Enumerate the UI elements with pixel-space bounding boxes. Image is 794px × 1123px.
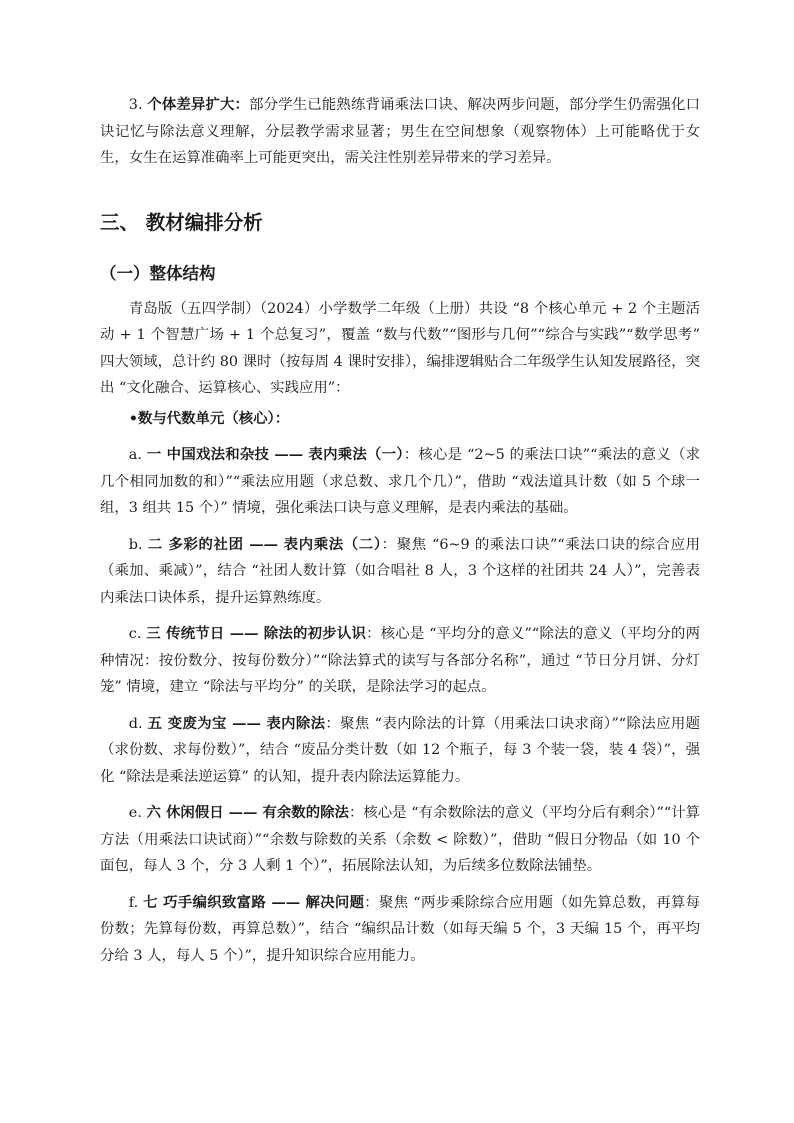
item-prefix: e.	[128, 805, 147, 821]
intro-paragraph: 青岛版（五四学制）（2024）小学数学二年级（上册）共设 “8 个核心单元 + 2 个主题活动 + 1 个智慧广场 + 1 个总复习”，覆盖 “数与代数”“图形与几何”“综合与实践”“数学思考” 四大领域，总计约 80 课时（按每周 4 课时安排），编排逻辑贴合二年级学生认知发展路径，突出 “文化融合、运算核心、实践应用”：	[100, 300, 700, 396]
item-text: ：核心是 “2~5 的乘法口诀”“乘法的意义（求几个相同加数的和）”“乘法应用题（求总数、求几个几）”，借助 “戏法道具计数（如 5 个球一组，3 组共 15 个）” 情境，强化乘法口诀与意义理解，是表内乘法的基础。	[100, 447, 700, 516]
item-text: ：核心是 “平均分的意义”“除法的意义（平均分的两种情况：按份数分、按每份数分）”“除法算式的读写与各部分名称”，通过 “节日分月饼、分灯笼” 情境，建立 “除法与平均分” 的关联，是除法学习的起点。	[100, 626, 700, 695]
item-text: ：聚焦 “6~9 的乘法口诀”“乘法口诀的综合应用（乘加、乘减）”，结合 “社团人数计算（如合唱社 8 人，3 个这样的社团共 24 人）”，完善表内乘法口诀体系，提升运算熟练度。	[100, 536, 700, 606]
item-title: 五 变废为宝 —— 表内除法	[147, 714, 326, 732]
item-text: ：聚焦 “两步乘除综合应用题（如先算总数，再算每份数；先算每份数，再算总数）”，结合 “编织品计数（如每天编 5 个，3 天编 15 个，再平均分给 3 人，每人 5 个）”，提升知识综合应用能力。	[100, 894, 701, 964]
section-title: 三、 教材编排分析	[100, 210, 263, 234]
item-title: 六 休闲假日 —— 有余数的除法	[146, 804, 349, 821]
item-prefix: a.	[128, 447, 147, 463]
item-prefix: d.	[128, 715, 148, 732]
paragraph-individual-differences	[100, 92, 700, 172]
list-item-d	[100, 711, 700, 791]
item-title: 七 巧手编织致富路 —— 解决问题	[143, 893, 365, 911]
paragraph-number: 3.	[128, 97, 148, 113]
item-title: 一 中国戏法和杂技 —— 表内乘法（一）	[146, 446, 404, 463]
list-item-e	[100, 800, 700, 880]
item-prefix: b.	[128, 536, 148, 553]
paragraph-text: 部分学生已能熟练背诵乘法口诀、解决两步问题，部分学生仍需强化口诀记忆与除法意义理解，分层教学需求显著；男生在空间想象（观察物体）上可能略优于女生，女生在运算准确率上可能更突出，需关注性别差异带来的学习差异。	[100, 97, 700, 166]
item-text: ：聚焦 “表内除法的计算（用乘法口诀求商）”“除法应用题（求份数、求每份数）”，结合 “废品分类计数（如 12 个瓶子，每 3 个装一袋，装 4 袋）”，强化 “除法是乘法逆运算” 的认知，提升表内除法运算能力。	[100, 715, 700, 785]
item-text: ：核心是 “有余数除法的意义（平均分后有剩余）”“计算方法（用乘法口诀试商）”“余数与除数的关系（余数 < 除数）”，借助 “假日分物品（如 10 个面包，每人 3 个，分 3 人剩 1 个）”，拓展除法认知，为后续多位数除法铺垫。	[100, 805, 701, 874]
page-content	[100, 92, 700, 969]
subsection-title: （一）整体结构	[100, 263, 216, 283]
list-item-b	[100, 532, 700, 612]
item-prefix: f.	[128, 894, 144, 911]
item-title: 三 传统节日 —— 除法的初步认识	[146, 625, 367, 642]
bullet-heading	[100, 406, 700, 433]
list-item-c	[100, 621, 700, 701]
item-prefix: c.	[128, 626, 147, 642]
bullet-label: •数与代数单元（核心）：	[128, 409, 290, 427]
list-item-f	[100, 890, 700, 970]
list-item-a	[100, 442, 700, 522]
item-title: 二 多彩的社团 —— 表内乘法（二）	[147, 535, 382, 553]
paragraph-heading: 个体差异扩大：	[147, 96, 250, 113]
